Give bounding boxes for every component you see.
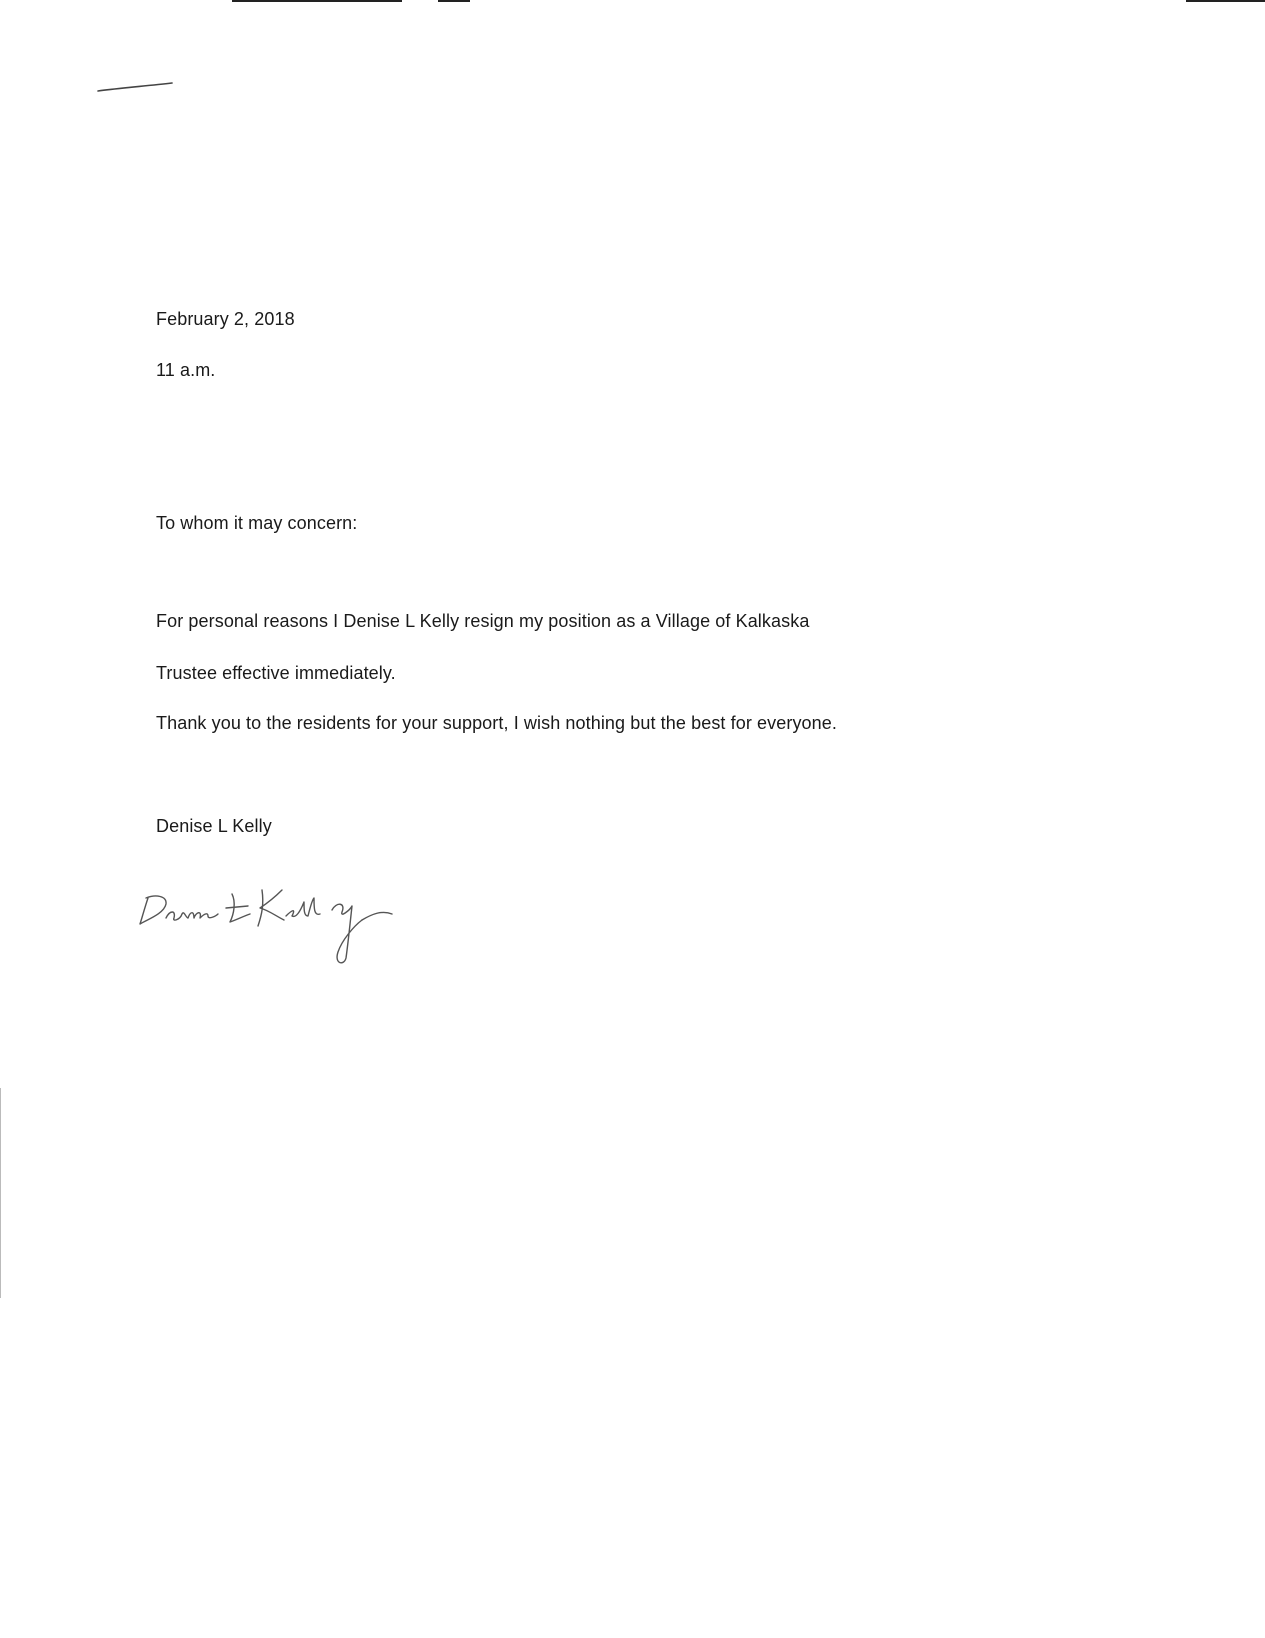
letter-time: 11 a.m.: [156, 360, 216, 380]
letter-body-line: Trustee effective immediately.: [156, 663, 396, 683]
letter-body-line: Thank you to the residents for your support, I wish nothing but the best for everyone.: [156, 713, 837, 733]
pen-mark-icon: [96, 80, 176, 94]
letter-date: February 2, 2018: [156, 309, 295, 329]
letter-body-line: For personal reasons I Denise L Kelly resign my position as a Village of Kalkaska: [156, 611, 810, 631]
scan-edge-artifact: [232, 0, 402, 2]
printed-name: Denise L Kelly: [156, 816, 272, 836]
scan-edge-artifact: [1186, 0, 1265, 2]
scan-edge-artifact: [0, 1088, 1, 1298]
letter-salutation: To whom it may concern:: [156, 513, 358, 533]
scan-edge-artifact: [438, 0, 470, 2]
handwritten-signature-icon: [136, 880, 426, 970]
